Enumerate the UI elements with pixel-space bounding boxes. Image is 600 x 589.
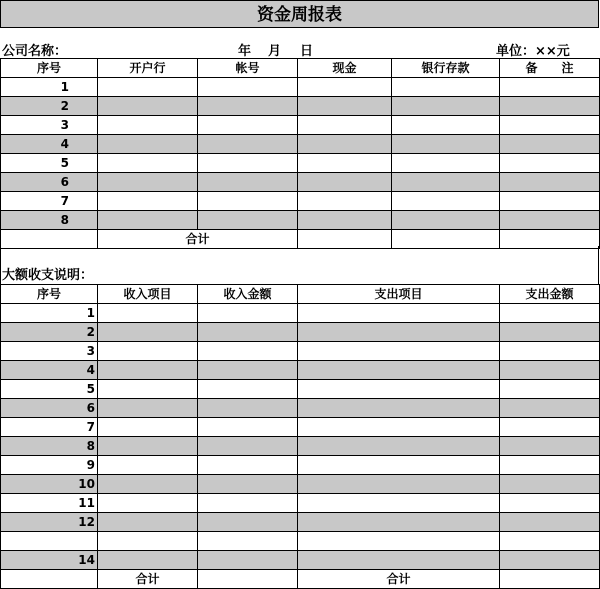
row-number: 6 (1, 399, 98, 418)
table-row (1, 173, 600, 192)
cell[interactable] (98, 399, 198, 418)
cell[interactable] (500, 475, 600, 494)
cell[interactable] (198, 361, 298, 380)
cell[interactable] (298, 154, 392, 173)
row-number: 10 (1, 475, 98, 494)
cell[interactable] (298, 78, 392, 97)
header-income-item: 收入项目 (98, 285, 198, 304)
cell (1, 230, 98, 249)
row-number: 5 (1, 380, 98, 399)
cell[interactable] (298, 97, 392, 116)
weekly-table (0, 58, 600, 249)
cell[interactable] (298, 551, 500, 570)
cell[interactable] (500, 456, 600, 475)
cell[interactable] (298, 399, 500, 418)
header-income-amount: 收入金额 (198, 285, 298, 304)
income-total-label: 合计 (98, 570, 198, 589)
cell[interactable] (98, 532, 198, 551)
cell[interactable] (298, 475, 500, 494)
table-row (1, 494, 600, 513)
cell[interactable] (298, 230, 392, 249)
table-row (1, 475, 600, 494)
cell[interactable] (98, 78, 198, 97)
table-row (1, 437, 600, 456)
cell[interactable] (500, 211, 600, 230)
cell[interactable] (298, 532, 500, 551)
row-number: 4 (1, 361, 98, 380)
unit-label: 单位：××元 (496, 44, 570, 59)
cell[interactable] (500, 532, 600, 551)
large-expense-label: 大额收支说明： (2, 268, 94, 283)
cell[interactable] (500, 323, 600, 342)
cell[interactable] (98, 323, 198, 342)
cell[interactable] (500, 380, 600, 399)
row-number: 2 (1, 323, 98, 342)
cell[interactable] (198, 342, 298, 361)
cell[interactable] (198, 211, 298, 230)
cell[interactable] (298, 304, 500, 323)
cell[interactable] (198, 78, 298, 97)
cell[interactable] (392, 211, 500, 230)
cell[interactable] (198, 399, 298, 418)
cell[interactable] (500, 173, 600, 192)
weekly-total-row (1, 230, 600, 249)
row-number: 6 (1, 173, 98, 192)
table-row (1, 361, 600, 380)
cell[interactable] (98, 418, 198, 437)
table-row (1, 380, 600, 399)
cell[interactable] (298, 342, 500, 361)
cell[interactable] (98, 116, 198, 135)
cell[interactable] (98, 475, 198, 494)
table-row (1, 304, 600, 323)
cell[interactable] (98, 192, 198, 211)
cell[interactable] (98, 154, 198, 173)
table-row (1, 532, 600, 551)
cell[interactable] (98, 551, 198, 570)
cell[interactable] (98, 361, 198, 380)
cell[interactable] (198, 173, 298, 192)
table-row (1, 192, 600, 211)
header-bank: 开户行 (98, 59, 198, 78)
row-number: 5 (1, 154, 98, 173)
cell[interactable] (500, 494, 600, 513)
table-row (1, 154, 600, 173)
table-row (1, 513, 600, 532)
cell[interactable] (500, 116, 600, 135)
cell[interactable] (392, 173, 500, 192)
cell[interactable] (500, 418, 600, 437)
cell[interactable] (98, 211, 198, 230)
cell[interactable] (198, 494, 298, 513)
large-transactions-table (0, 284, 600, 589)
cell[interactable] (392, 116, 500, 135)
year-label: 年 (238, 44, 252, 59)
table-row (1, 323, 600, 342)
expense-total-label: 合计 (298, 570, 500, 589)
cell[interactable] (500, 342, 600, 361)
header-account: 帐号 (198, 59, 298, 78)
cell[interactable] (198, 323, 298, 342)
cell[interactable] (198, 97, 298, 116)
cell[interactable] (98, 97, 198, 116)
header-seq: 序号 (1, 285, 98, 304)
cell[interactable] (500, 135, 600, 154)
row-number: 14 (1, 551, 98, 570)
table-row (1, 135, 600, 154)
cell[interactable] (500, 304, 600, 323)
header-expense-item: 支出项目 (298, 285, 500, 304)
row-number: 8 (1, 211, 98, 230)
cell[interactable] (98, 173, 198, 192)
company-name-label: 公司名称： (2, 44, 68, 59)
cell[interactable] (500, 154, 600, 173)
row-number: 7 (1, 192, 98, 211)
cell[interactable] (298, 211, 392, 230)
cell[interactable] (500, 97, 600, 116)
cell[interactable] (298, 173, 392, 192)
cell[interactable] (500, 551, 600, 570)
cell[interactable] (500, 78, 600, 97)
header-cash: 现金 (298, 59, 392, 78)
header-seq: 序号 (1, 59, 98, 78)
cell[interactable] (198, 154, 298, 173)
cell[interactable] (500, 192, 600, 211)
cell[interactable] (98, 513, 198, 532)
cell[interactable] (198, 418, 298, 437)
header-bank-deposit: 银行存款 (392, 59, 500, 78)
day-label: 日 (300, 44, 314, 59)
cell[interactable] (298, 192, 392, 211)
row-number: 9 (1, 456, 98, 475)
table-row (1, 97, 600, 116)
table-row (1, 342, 600, 361)
cell[interactable] (98, 437, 198, 456)
cell[interactable] (98, 456, 198, 475)
cell[interactable] (198, 192, 298, 211)
cell[interactable] (98, 380, 198, 399)
cell[interactable] (198, 437, 298, 456)
row-number: 3 (1, 116, 98, 135)
cell[interactable] (98, 135, 198, 154)
cell[interactable] (298, 456, 500, 475)
border-line (598, 246, 599, 284)
cell[interactable] (298, 135, 392, 154)
row-number: 1 (1, 78, 98, 97)
table-row (1, 78, 600, 97)
cell[interactable] (392, 135, 500, 154)
row-number: 2 (1, 97, 98, 116)
table-row (1, 399, 600, 418)
header-remarks: 备 注 (500, 59, 600, 78)
cell[interactable] (392, 230, 500, 249)
cell[interactable] (198, 513, 298, 532)
cell[interactable] (298, 323, 500, 342)
cell[interactable] (198, 116, 298, 135)
cell[interactable] (198, 135, 298, 154)
cell[interactable] (198, 475, 298, 494)
row-number: 4 (1, 135, 98, 154)
cell[interactable] (298, 513, 500, 532)
border-line (0, 246, 1, 284)
report-title: 资金周报表 (0, 0, 599, 28)
cell[interactable] (198, 551, 298, 570)
table-row (1, 116, 600, 135)
month-label: 月 (268, 44, 282, 59)
weekly-total-label: 合计 (98, 230, 298, 249)
cell[interactable] (500, 513, 600, 532)
row-number: 1 (1, 304, 98, 323)
cell[interactable] (98, 342, 198, 361)
table-row (1, 456, 600, 475)
table-row (1, 211, 600, 230)
cell[interactable] (98, 494, 198, 513)
cell[interactable] (500, 399, 600, 418)
cell[interactable] (298, 437, 500, 456)
cell[interactable] (198, 456, 298, 475)
cell[interactable] (500, 230, 600, 249)
row-number: 11 (1, 494, 98, 513)
cell[interactable] (500, 437, 600, 456)
row-number: 8 (1, 437, 98, 456)
cell[interactable] (198, 304, 298, 323)
row-number (1, 532, 98, 551)
table-row (1, 418, 600, 437)
cell[interactable] (298, 380, 500, 399)
header-expense-amount: 支出金额 (500, 285, 600, 304)
info-row (0, 38, 599, 58)
cell[interactable] (298, 494, 500, 513)
cell[interactable] (98, 304, 198, 323)
cell[interactable] (392, 192, 500, 211)
weekly-header-row (1, 59, 600, 78)
table-row (1, 551, 600, 570)
cell[interactable] (500, 361, 600, 380)
cell[interactable] (392, 154, 500, 173)
cell[interactable] (298, 418, 500, 437)
large-header-row (1, 285, 600, 304)
cell[interactable] (392, 97, 500, 116)
cell[interactable] (198, 532, 298, 551)
cell[interactable] (298, 361, 500, 380)
cell[interactable] (298, 116, 392, 135)
row-number: 3 (1, 342, 98, 361)
row-number: 12 (1, 513, 98, 532)
cell[interactable] (392, 78, 500, 97)
row-number: 7 (1, 418, 98, 437)
cell[interactable] (198, 380, 298, 399)
